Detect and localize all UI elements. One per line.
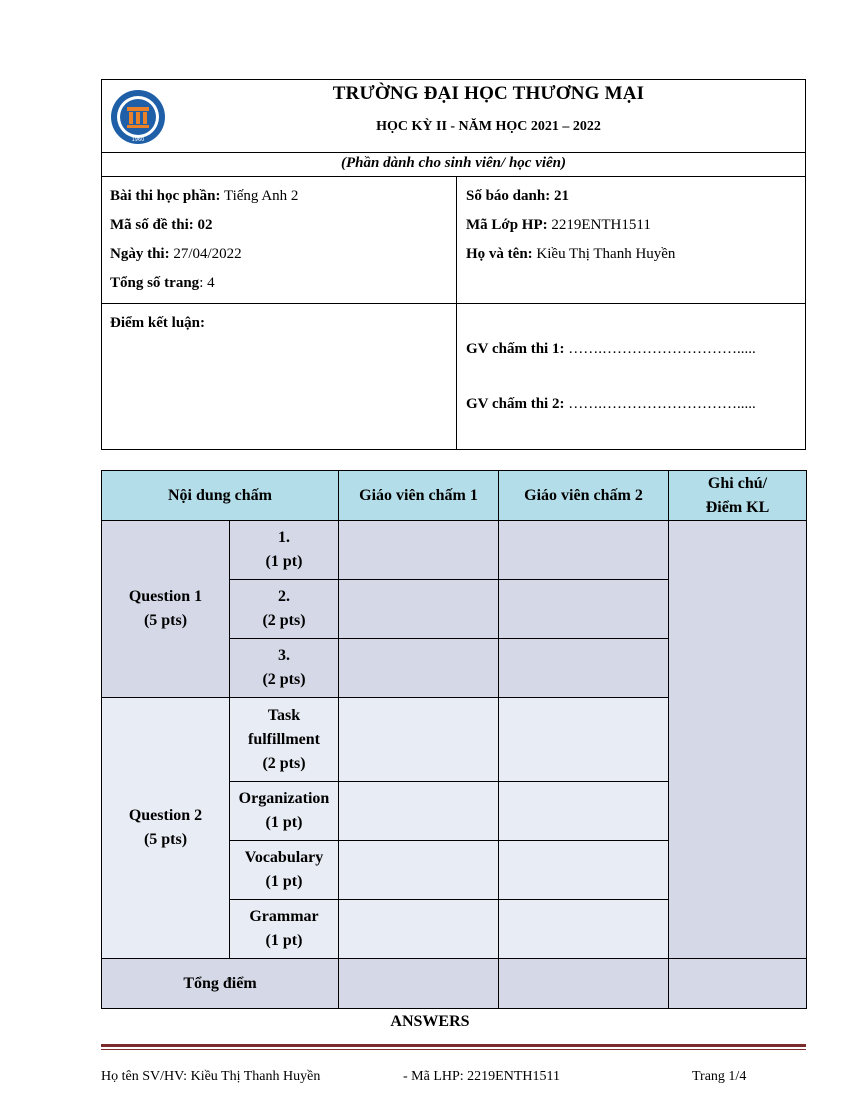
q1-item-3 [230, 639, 339, 698]
final-score-label: Điểm kết luận: [110, 315, 205, 331]
question1-points: (5 pts) [143, 612, 188, 629]
date-line [110, 246, 242, 263]
q2-vocab-grader1-cell[interactable] [339, 841, 499, 900]
q2-item-grammar-l1: Grammar [249, 908, 319, 925]
footer-rule-thin [101, 1049, 806, 1050]
q1-item-2-pts: (2 pts) [262, 612, 306, 629]
date-label: Ngày thi: [110, 246, 170, 262]
term-title: HỌC KỲ II - NĂM HỌC 2021 – 2022 [376, 119, 601, 134]
q1-item-3-grader2-cell[interactable] [499, 639, 669, 698]
exam-header-box [101, 79, 806, 450]
grader1-label: GV chấm thi 1: [466, 341, 565, 357]
exam-code-label: Mã số đề thi: [110, 217, 194, 233]
candidate-line [466, 188, 569, 205]
student-info [102, 176, 805, 304]
footer-page: Trang 1/4 [692, 1069, 747, 1084]
q2-vocab-grader2-cell[interactable] [499, 841, 669, 900]
header-note-line1: Ghi chú/ [707, 474, 768, 492]
grader1-line[interactable] [466, 341, 756, 358]
q2-item-grammar-pts: (1 pt) [265, 932, 303, 949]
q1-item-2-grader1-cell[interactable] [339, 580, 499, 639]
q2-grammar-grader1-cell[interactable] [339, 900, 499, 959]
name-line [466, 246, 675, 263]
q1-item-1-pts: (1 pt) [265, 553, 303, 570]
name-value: Kiều Thị Thanh Huyền [536, 246, 676, 262]
q1-item-3-num: 3. [278, 647, 290, 664]
question2-cell [102, 698, 230, 959]
header-content: Nội dung chấm [102, 471, 339, 521]
q1-item-2-grader2-cell[interactable] [499, 580, 669, 639]
grader2-label: GV chấm thi 2: [466, 396, 565, 412]
footer-class: - Mã LHP: 2219ENTH1511 [403, 1069, 560, 1084]
q1-item-3-grader1-cell[interactable] [339, 639, 499, 698]
exam-code-value: 02 [197, 217, 213, 233]
q2-item-vocab-l1: Vocabulary [244, 849, 324, 866]
total-note-cell[interactable] [669, 959, 807, 1009]
class-value: 2219ENTH1511 [551, 217, 651, 233]
footer-student [101, 1069, 320, 1085]
date-value: 27/04/2022 [173, 246, 242, 262]
q2-task-grader2-cell[interactable] [499, 698, 669, 782]
exam-code-line [110, 217, 213, 234]
answers-title: ANSWERS [390, 1013, 470, 1030]
header-note [669, 471, 807, 521]
total-grader1-cell[interactable] [339, 959, 499, 1009]
pages-value: : 4 [199, 275, 215, 291]
subject-value: Tiếng Anh 2 [223, 188, 299, 204]
footer-rule-thick [101, 1044, 806, 1047]
q2-item-vocab-pts: (1 pt) [265, 873, 303, 890]
pages-label: Tổng số trang [110, 275, 200, 291]
table-row [102, 521, 807, 580]
q2-item-organization [230, 782, 339, 841]
q1-item-2 [230, 580, 339, 639]
question1-cell [102, 521, 230, 698]
table-header-row [102, 471, 807, 521]
info-divider [456, 176, 457, 303]
candidate-label: Số báo danh: [466, 188, 551, 204]
header-note-line2: Điểm KL [705, 498, 770, 516]
total-row [102, 959, 807, 1009]
name-label: Họ và tên: [466, 246, 533, 262]
q1-item-1 [230, 521, 339, 580]
note-final-cell[interactable] [669, 521, 807, 959]
question2-title: Question 2 [128, 807, 203, 824]
q2-item-org-l1: Organization [238, 790, 330, 807]
q2-task-grader1-cell[interactable] [339, 698, 499, 782]
q1-item-3-pts: (2 pts) [262, 671, 306, 688]
question2-points: (5 pts) [143, 831, 188, 848]
q2-org-grader2-cell[interactable] [499, 782, 669, 841]
q1-item-1-grader1-cell[interactable] [339, 521, 499, 580]
q2-org-grader1-cell[interactable] [339, 782, 499, 841]
final-score-line[interactable] [110, 315, 205, 332]
q2-grammar-grader2-cell[interactable] [499, 900, 669, 959]
q1-item-2-num: 2. [278, 588, 290, 605]
class-label: Mã Lớp HP: [466, 217, 548, 233]
question1-title: Question 1 [128, 588, 203, 605]
q2-item-vocabulary [230, 841, 339, 900]
scoring-area [102, 303, 805, 449]
candidate-value: 21 [553, 188, 569, 204]
header-grader2: Giáo viên chấm 2 [499, 471, 669, 521]
footer-name-label: Họ tên SV/HV: [101, 1069, 188, 1084]
footer-name-value: Kiều Thị Thanh Huyền [190, 1069, 321, 1084]
grader2-dots: …….………………………..... [568, 396, 756, 412]
logo-year: 1960 [131, 137, 145, 143]
q2-item-task-l1: Task [267, 706, 301, 724]
total-grader2-cell[interactable] [499, 959, 669, 1009]
q2-item-task-pts: (2 pts) [262, 754, 306, 772]
q1-item-1-num: 1. [278, 529, 290, 546]
q1-item-1-grader2-cell[interactable] [499, 521, 669, 580]
scoring-divider [456, 303, 457, 449]
class-line [466, 217, 651, 234]
grader1-dots: …….………………………..... [568, 341, 756, 357]
header-grader1: Giáo viên chấm 1 [339, 471, 499, 521]
school-name: TRƯỜNG ĐẠI HỌC THƯƠNG MẠI [332, 83, 645, 104]
subject-line [110, 188, 298, 205]
q2-item-org-pts: (1 pt) [265, 814, 303, 831]
q2-item-grammar [230, 900, 339, 959]
q2-item-task [230, 698, 339, 782]
student-section-title: (Phần dành cho sinh viên/ học viên) [102, 152, 805, 177]
subject-label: Bài thi học phần: [110, 188, 221, 204]
grader2-line[interactable] [466, 396, 756, 413]
total-label: Tổng điểm [102, 959, 339, 1009]
pages-line [110, 275, 215, 292]
grading-table [101, 470, 807, 1009]
q2-item-task-l2: fulfillment [248, 730, 320, 748]
header-top [102, 80, 805, 153]
